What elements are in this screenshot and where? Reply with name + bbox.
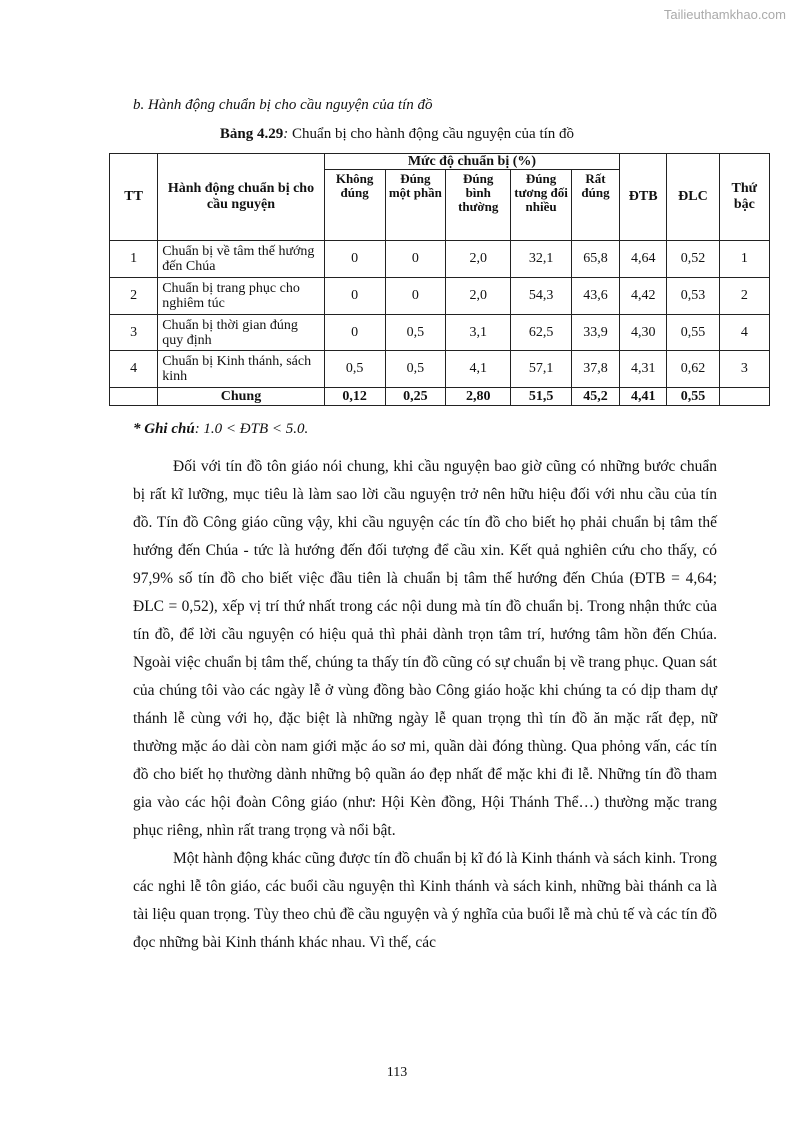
cell-value: 62,5 (511, 315, 572, 351)
cell-value: 51,5 (511, 388, 572, 406)
cell-value: 0,5 (385, 351, 446, 388)
cell-dlc: 0,55 (667, 315, 719, 351)
cell-tt: 4 (110, 351, 158, 388)
paragraph: Đối với tín đồ tôn giáo nói chung, khi cầu nguyện bao giờ cũng có những bước chuẩn bị rất kĩ lưỡng, mục tiêu là làm sao lời cầu nguyện trở nên hữu hiệu đối với nhu cầu của tín đồ. Tín đồ Công giáo cũng vậy, khi cầu nguyện các tín đồ cho biết họ phải chuẩn bị tâm thế hướng đến Chúa - tức là hướng đến đối tượng để cầu xin. Kết quả nghiên cứu cho thấy, có 97,9% số tín đồ cho biết việc đầu tiên là chuẩn bị tâm thế hướng đến Chúa (ĐTB = 4,64; ĐLC = 0,52), xếp vị trí thứ nhất trong các nội dung mà tín đồ chuẩn bị. Trong nhận thức của tín đồ, để lời cầu nguyện có hiệu quả thì phải dành trọn tâm trí, hướng tâm hồn đến Chúa. Ngoài việc chuẩn bị tâm thế, chúng ta thấy tín đồ cũng có sự chuẩn bị về trang phục. Quan sát của chúng tôi vào các ngày lễ ở vùng đồng bào Công giáo hoặc khi chúng ta có dịp tham dự thánh lễ cùng với họ, đặc biệt là những ngày lễ quan trọng thì tín đồ ăn mặc rất đẹp, nữ thường mặc áo dài còn nam giới mặc áo sơ mi, quần dài đóng thùng. Qua phỏng vấn, các tín đồ cho biết họ thường dành những bộ quần áo đẹp nhất để mặc khi đi lễ. Những tín đồ tham gia vào các hội đoàn Công giáo (như: Hội Kèn đồng, Hội Thánh Thể…) thường mặc trang phục riêng, nhìn rất trang trọng và nổi bật. (133, 458, 717, 839)
cell-value: 0 (324, 278, 385, 315)
cell-value: 2,0 (446, 278, 511, 315)
cell-value: 0 (385, 241, 446, 278)
cell-dlc: 0,62 (667, 351, 719, 388)
header-level-5: Rất đúng (571, 170, 619, 241)
cell-value: 0,5 (385, 315, 446, 351)
cell-value: 57,1 (511, 351, 572, 388)
cell-action: Chuẩn bị về tâm thế hướng đến Chúa (158, 241, 325, 278)
note-text: : 1.0 < ĐTB < 5.0. (194, 421, 309, 437)
cell-dlc: 0,53 (667, 278, 719, 315)
cell-value: 0 (324, 315, 385, 351)
cell-value: 3,1 (446, 315, 511, 351)
cell-action: Chuẩn bị Kinh thánh, sách kinh (158, 351, 325, 388)
table-total-row (110, 388, 770, 406)
cell-dlc: 0,52 (667, 241, 719, 278)
cell-dtb: 4,64 (620, 241, 667, 278)
table-caption (0, 126, 794, 143)
cell-value: 33,9 (571, 315, 619, 351)
table-note (133, 421, 308, 438)
cell-rank (719, 388, 769, 406)
cell-dtb: 4,41 (620, 388, 667, 406)
cell-value: 45,2 (571, 388, 619, 406)
header-rank: Thứ bậc (719, 154, 769, 241)
cell-tt (110, 388, 158, 406)
cell-tt: 3 (110, 315, 158, 351)
cell-value: 43,6 (571, 278, 619, 315)
cell-value: 0 (385, 278, 446, 315)
cell-dtb: 4,30 (620, 315, 667, 351)
header-preparation-level: Mức độ chuẩn bị (%) (324, 154, 619, 170)
header-dtb: ĐTB (620, 154, 667, 241)
cell-value: 0 (324, 241, 385, 278)
cell-rank: 2 (719, 278, 769, 315)
cell-total-label: Chung (158, 388, 325, 406)
header-level-3: Đúng bình thường (446, 170, 511, 241)
cell-rank: 4 (719, 315, 769, 351)
cell-dlc: 0,55 (667, 388, 719, 406)
cell-value: 2,80 (446, 388, 511, 406)
caption-title: Chuẩn bị cho hành động cầu nguyện của tín đồ (288, 126, 575, 142)
cell-value: 0,25 (385, 388, 446, 406)
header-tt: TT (110, 154, 158, 241)
cell-value: 54,3 (511, 278, 572, 315)
cell-rank: 3 (719, 351, 769, 388)
cell-value: 37,8 (571, 351, 619, 388)
paragraph: Một hành động khác cũng được tín đồ chuẩn bị kĩ đó là Kinh thánh và sách kinh. Trong các nghi lễ tôn giáo, các buổi cầu nguyện thì Kinh thánh và sách kinh, những bài thánh ca là tài liệu quan trọng. Tùy theo chủ đề cầu nguyện và ý nghĩa của buổi lễ mà chủ tế và các tín đồ đọc những bài Kinh thánh khác nhau. Vì thế, các (133, 850, 717, 951)
cell-value: 32,1 (511, 241, 572, 278)
cell-dtb: 4,31 (620, 351, 667, 388)
caption-separator: : (283, 126, 289, 142)
cell-value: 2,0 (446, 241, 511, 278)
section-heading: b. Hành động chuẩn bị cho cầu nguyện của tín đồ (133, 97, 433, 113)
header-dlc: ĐLC (667, 154, 719, 241)
watermark: Tailieuthamkhao.com (663, 7, 786, 22)
header-level-4: Đúng tương đối nhiều (511, 170, 572, 241)
table-row (110, 315, 770, 351)
cell-dtb: 4,42 (620, 278, 667, 315)
cell-value: 65,8 (571, 241, 619, 278)
caption-label: Bảng 4.29 (219, 126, 284, 142)
table-row (110, 278, 770, 315)
header-action: Hành động chuẩn bị cho cầu nguyện (158, 154, 325, 241)
cell-value: 0,5 (324, 351, 385, 388)
cell-value: 0,12 (324, 388, 385, 406)
header-level-2: Đúng một phần (385, 170, 446, 241)
table-row (110, 241, 770, 278)
body-text (133, 453, 717, 957)
preparation-table (109, 153, 770, 406)
cell-action: Chuẩn bị trang phục cho nghiêm túc (158, 278, 325, 315)
header-level-1: Không đúng (324, 170, 385, 241)
cell-tt: 2 (110, 278, 158, 315)
cell-tt: 1 (110, 241, 158, 278)
cell-value: 4,1 (446, 351, 511, 388)
table-row (110, 351, 770, 388)
page-number: 113 (386, 1065, 408, 1080)
note-label: * Ghi chú (133, 421, 195, 437)
cell-action: Chuẩn bị thời gian đúng quy định (158, 315, 325, 351)
cell-rank: 1 (719, 241, 769, 278)
